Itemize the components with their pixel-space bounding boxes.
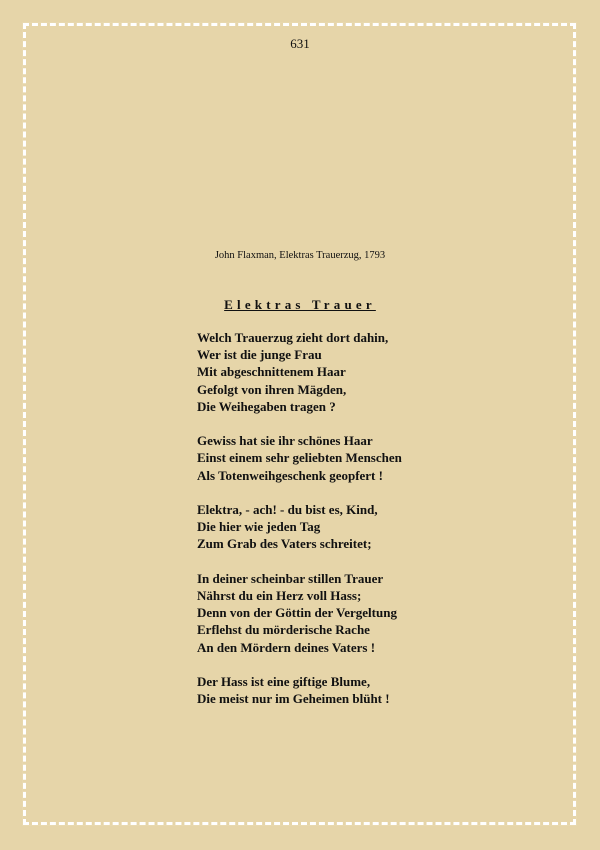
poem-line: Welch Trauerzug zieht dort dahin, [197, 330, 389, 345]
poem-line: Die meist nur im Geheimen blüht ! [197, 691, 390, 707]
poem-line: Zum Grab des Vaters schreitet; [197, 536, 372, 552]
poem-line: In deiner scheinbar stillen Trauer [197, 570, 384, 586]
poem-title: Elektras Trauer [224, 297, 376, 312]
poem-line: An den Mördern deines Vaters ! [197, 639, 376, 655]
poem-line: Gefolgt von ihren Mägden, [197, 381, 347, 397]
stanza [197, 432, 497, 484]
poem-line: Einst einem sehr geliebten Menschen [197, 450, 402, 466]
image-caption: John Flaxman, Elektras Trauerzug, 1793 [214, 250, 386, 261]
poem-line: Der Hass ist eine giftige Blume, [197, 674, 371, 689]
page-number: 631 [290, 36, 310, 51]
poem-line: Mit abgeschnittenem Haar [197, 364, 346, 380]
poem-line: Als Totenweihgeschenk geopfert ! [197, 467, 383, 483]
stanza [197, 673, 497, 707]
stanza [197, 570, 497, 656]
stanza [197, 501, 497, 553]
poem-line: Elektra, - ach! - du bist es, Kind, [197, 502, 378, 517]
poem-line: Denn von der Göttin der Vergeltung [197, 605, 397, 621]
poem-line: Wer ist die junge Frau [197, 347, 322, 363]
poem-line: Erflehst du mörderische Rache [197, 622, 370, 638]
poem-line: Die Weihegaben tragen ? [197, 398, 336, 414]
poem-line: Gewiss hat sie ihr schönes Haar [197, 433, 373, 449]
poem-body [197, 329, 497, 725]
poem-line: Nährst du ein Herz voll Hass; [197, 588, 362, 603]
poem-line: Die hier wie jeden Tag [197, 519, 321, 535]
stanza [197, 329, 497, 415]
